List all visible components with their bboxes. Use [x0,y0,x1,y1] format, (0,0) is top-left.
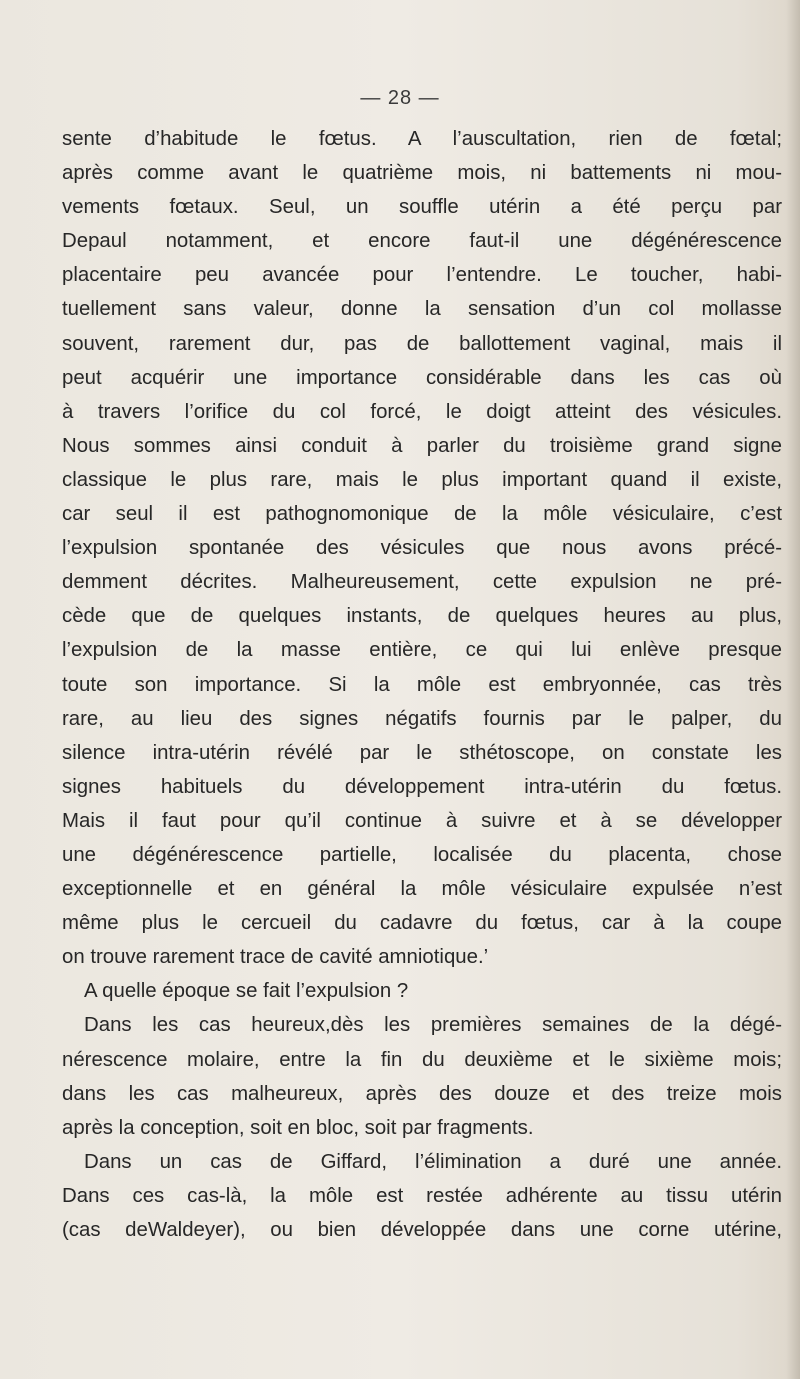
text-line: peut acquérir une importance considérable dans les cas où [62,366,782,389]
text-line: rare, au lieu des signes négatifs fournis par le palper, du [62,707,782,730]
text-line: Depaul notamment, et encore faut-il une dégénérescence [62,230,782,253]
text-line: (cas deWaldeyer), ou bien développée dans une corne utérine, [62,1219,782,1241]
text-line: Mais il faut pour qu’il continue à suivre et à se développer [62,809,782,832]
text-line: toute son importance. Si la môle est embryonnée, cas très [62,673,782,696]
text-line: Dans ces cas-là, la môle est restée adhérente au tissu utérin [62,1184,782,1207]
text-line: souvent, rarement dur, pas de ballottement vaginal, mais il [62,332,782,355]
text-line: l’expulsion de la masse entière, ce qui lui enlève presque [62,639,782,662]
text-line: classique le plus rare, mais le plus important quand il existe, [62,468,782,491]
body-text [62,122,782,1247]
text-line: vements fœtaux. Seul, un souffle utérin a été perçu par [62,196,782,219]
text-line: l’expulsion spontanée des vésicules que nous avons précé- [62,537,782,560]
text-line: à travers l’orifice du col forcé, le doigt atteint des vésicules. [62,400,782,423]
text-line: car seul il est pathognomonique de la môle vésiculaire, c’est [62,503,782,526]
text-line: nérescence molaire, entre la fin du deuxième et le sixième mois; [62,1048,782,1071]
page-edge-shadow [786,0,800,1379]
text-line: cède que de quelques instants, de quelques heures au plus, [62,605,782,628]
text-line: même plus le cercueil du cadavre du fœtus, car à la coupe [62,912,782,935]
text-line: Dans un cas de Giffard, l’élimination a duré une année. [84,1150,782,1173]
text-line: signes habituels du développement intra-utérin du fœtus. [62,775,782,798]
text-line: Nous sommes ainsi conduit à parler du troisième grand signe [62,434,782,457]
text-line: exceptionnelle et en général la môle vésiculaire expulsée n’est [62,878,782,901]
text-line: tuellement sans valeur, donne la sensation d’un col mollasse [62,298,782,321]
text-line: silence intra-utérin révélé par le sthétoscope, on constate les [62,741,782,764]
text-line: sente d’habitude le fœtus. A l’auscultation, rien de fœtal; [62,128,782,150]
page-number: — 28 — [360,87,440,109]
text-line: placentaire peu avancée pour l’entendre. Le toucher, habi- [62,264,782,287]
text-line: demment décrites. Malheureusement, cette expulsion ne pré- [62,571,782,594]
text-line: on trouve rarement trace de cavité amniotique.’ [62,946,489,969]
text-line: A quelle époque se fait l’expulsion ? [84,980,409,1003]
text-line: dans les cas malheureux, après des douze et des treize mois [62,1082,782,1105]
text-line: après la conception, soit en bloc, soit par fragments. [62,1116,534,1139]
text-line: une dégénérescence partielle, localisée du placenta, chose [62,843,782,866]
text-line: après comme avant le quatrième mois, ni battements ni mou- [62,162,782,185]
text-line: Dans les cas heureux,dès les premières semaines de la dégé- [84,1014,782,1037]
